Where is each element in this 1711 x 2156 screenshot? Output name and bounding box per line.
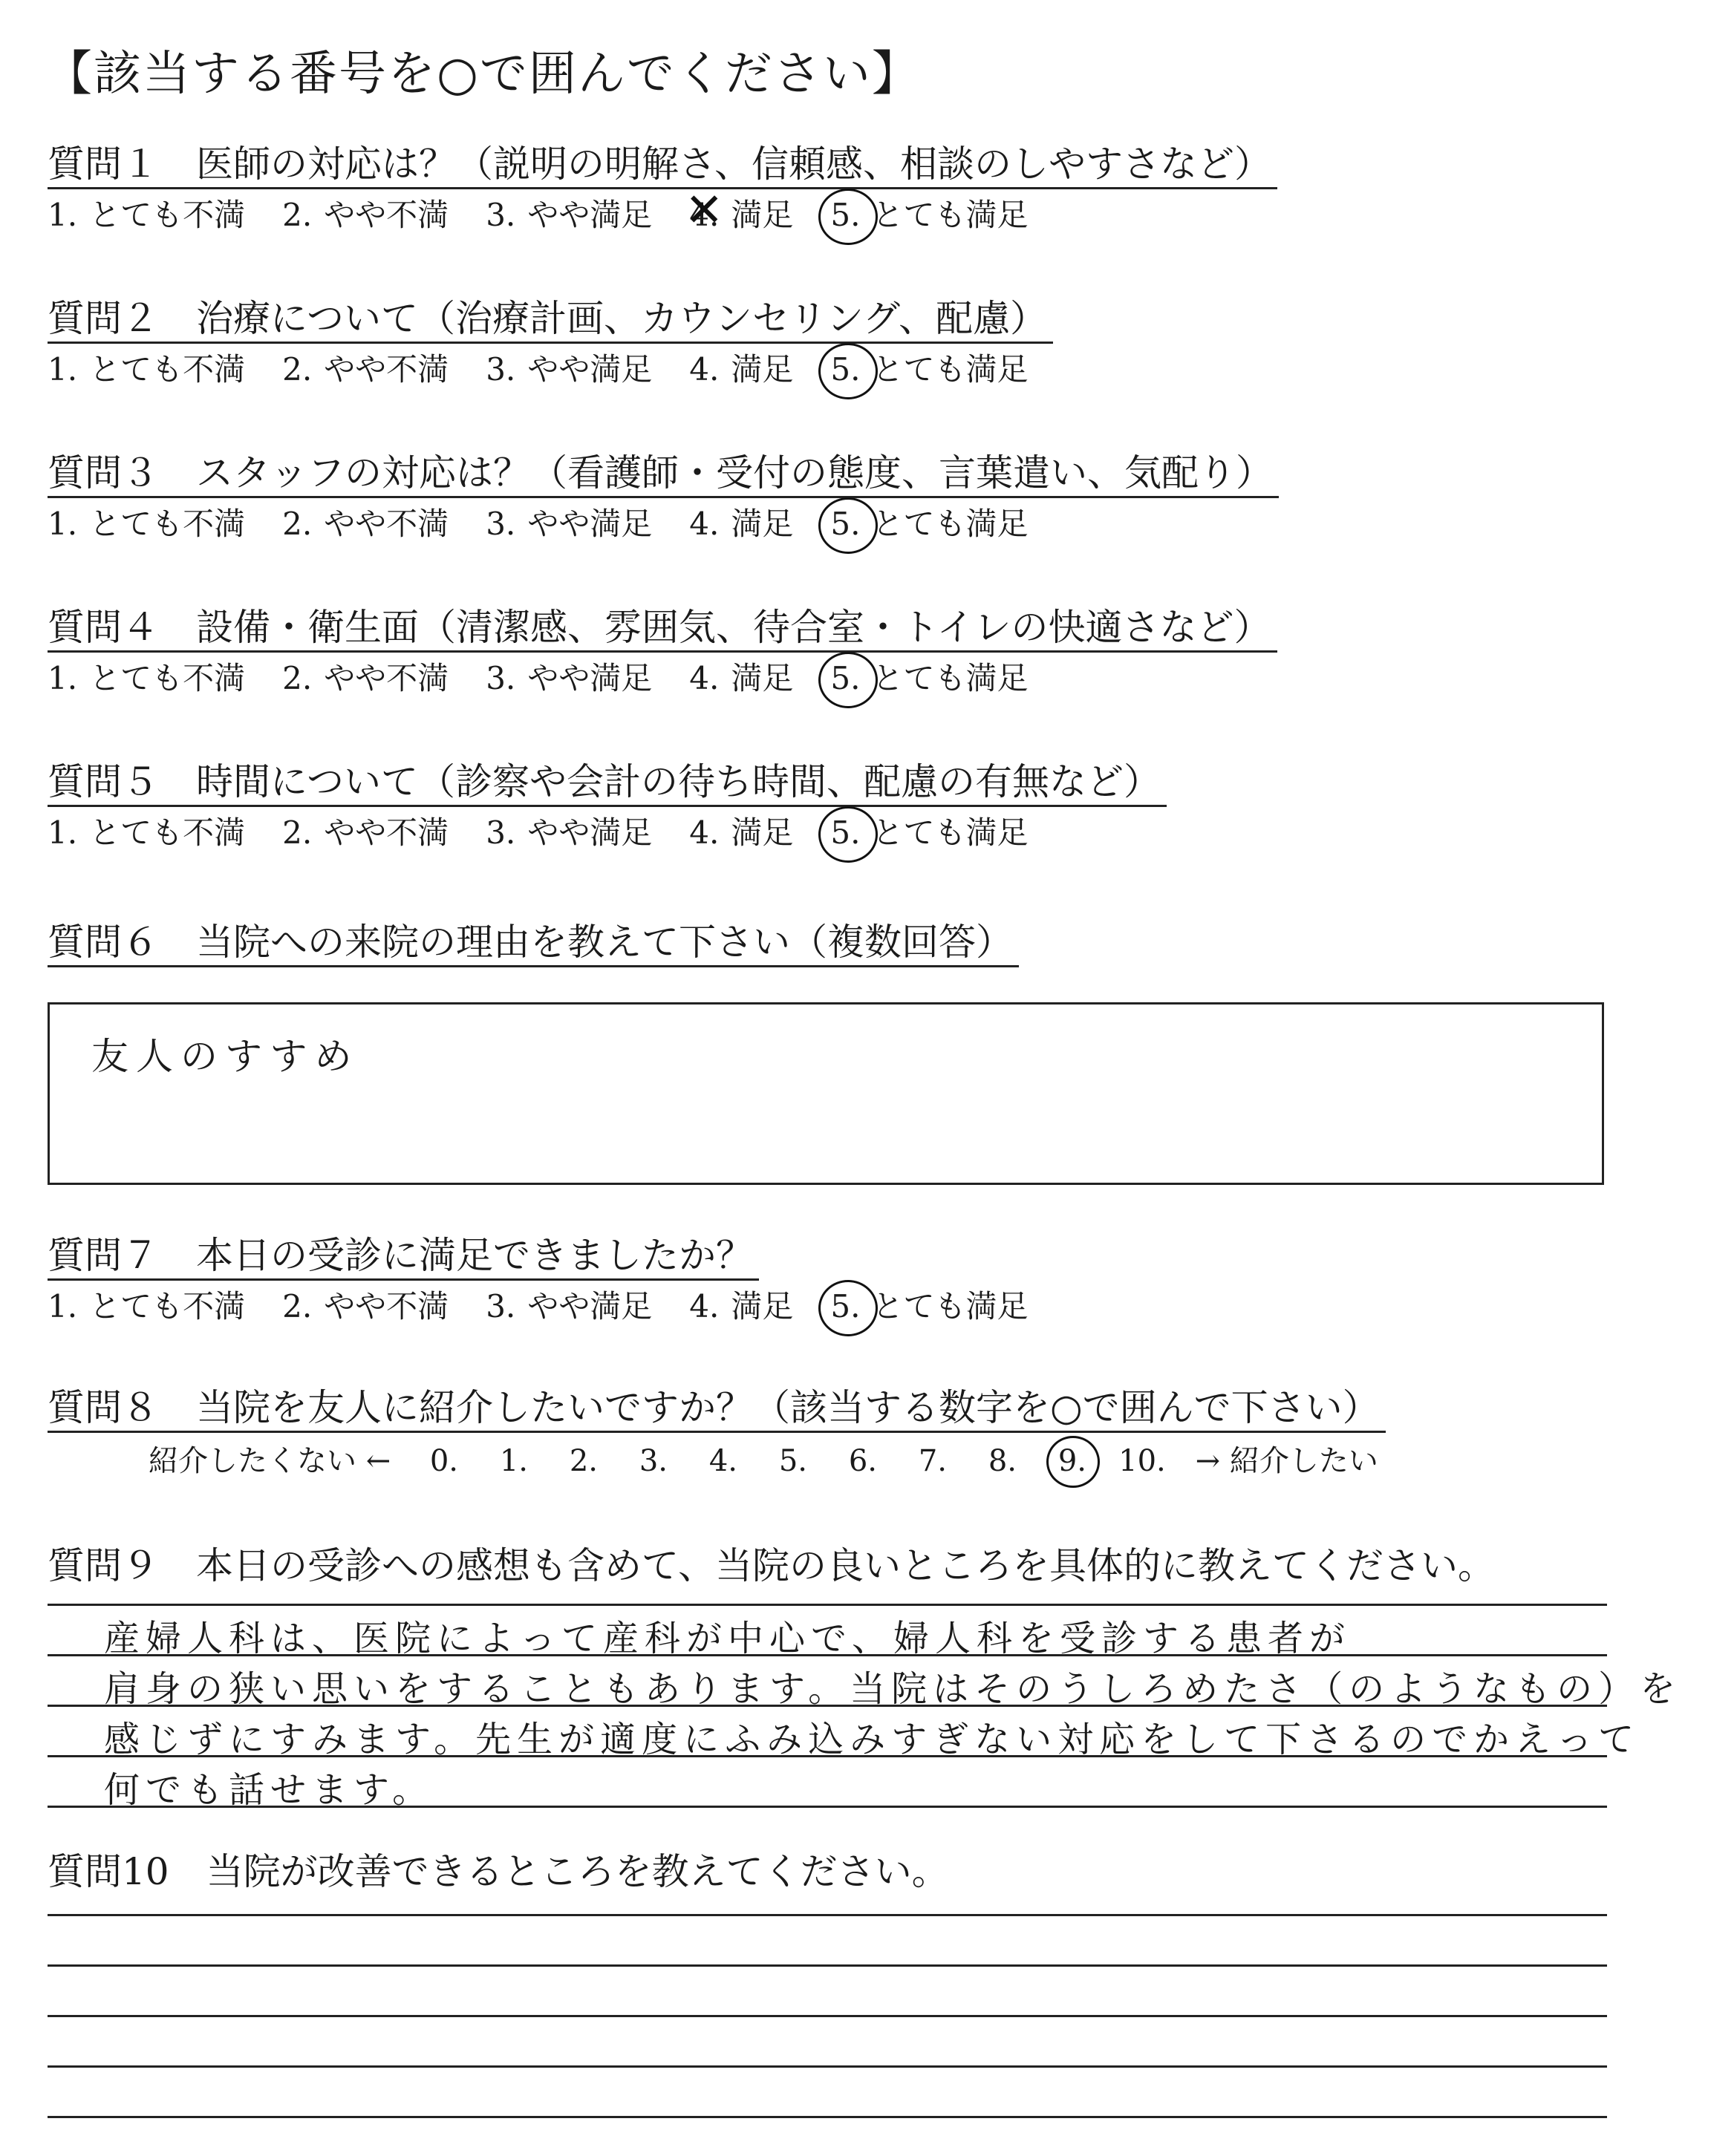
option-number: 4.	[689, 351, 720, 388]
instructions-header: 【該当する番号を○で囲んでください】	[45, 47, 921, 102]
option-label: とても満足	[872, 660, 1029, 696]
option-number: 3.	[486, 351, 516, 388]
option-label: やや不満	[324, 506, 449, 542]
scale-option-10[interactable]: 10.	[1118, 1444, 1166, 1478]
scale-option-7[interactable]: 7.	[918, 1444, 948, 1478]
option-2[interactable]	[282, 349, 449, 391]
option-label: とても不満	[89, 1288, 246, 1324]
option-2[interactable]	[282, 503, 449, 545]
scale-option-8[interactable]: 8.	[988, 1444, 1017, 1478]
question-3	[48, 450, 1279, 498]
option-3[interactable]	[486, 1286, 652, 1327]
option-number: 4.	[689, 1288, 720, 1324]
option-label: とても満足	[872, 814, 1029, 851]
ruled-line[interactable]	[48, 1964, 1607, 1967]
option-5[interactable]	[830, 503, 1028, 545]
option-3[interactable]	[486, 658, 652, 699]
option-5[interactable]	[830, 195, 1028, 236]
option-label: 満足	[731, 1288, 794, 1324]
question-text: スタッフの対応は？（看護師・受付の態度、言葉遣い、気配り）	[196, 451, 1273, 494]
option-1[interactable]	[48, 1286, 245, 1327]
q7-options	[48, 1286, 1065, 1327]
scale-option-4[interactable]: 4.	[708, 1444, 738, 1478]
scale-option-0[interactable]: 0.	[429, 1444, 459, 1478]
option-4[interactable]	[689, 1286, 793, 1327]
option-4[interactable]	[689, 195, 793, 236]
question-text: 設備・衛生面（清潔感、雰囲気、待合室・トイレの快適さなど）	[196, 606, 1271, 649]
option-number: 3.	[486, 660, 516, 696]
question-10	[48, 1849, 949, 1895]
option-label: とても不満	[89, 814, 246, 851]
ruled-line[interactable]	[48, 2065, 1607, 2068]
question-text: 治療について（治療計画、カウンセリング、配慮）	[196, 297, 1047, 340]
option-label: やや不満	[324, 351, 449, 388]
option-4[interactable]	[689, 503, 793, 545]
option-number: 3.	[486, 1288, 516, 1324]
question-text: 時間について（診察や会計の待ち時間、配慮の有無など）	[196, 760, 1161, 803]
q9-answer-line-3: 感じずにすみます。先生が適度にふみ込みすぎない対応をして下さるのでかえって	[104, 1719, 1640, 1760]
question-number: 質問８	[48, 1386, 159, 1429]
option-label: とても満足	[872, 1288, 1029, 1324]
question-number: 質問５	[48, 760, 159, 803]
scale-option-1[interactable]: 1.	[499, 1444, 529, 1478]
option-label: やや満足	[527, 1288, 653, 1324]
scale-option-9[interactable]: 9.	[1046, 1440, 1098, 1482]
q9-answer-line-4: 何でも話せます。	[104, 1769, 434, 1811]
question-number: 質問２	[48, 297, 159, 340]
option-label: やや満足	[527, 506, 653, 542]
option-number: 3.	[486, 506, 516, 542]
option-4[interactable]	[689, 349, 793, 391]
question-text: 本日の受診に満足できましたか？	[196, 1234, 753, 1277]
scale-right-label: → 紹介したい	[1195, 1444, 1378, 1478]
ruled-line[interactable]	[48, 1914, 1607, 1916]
question-8	[48, 1385, 1386, 1433]
option-label: とても満足	[872, 506, 1029, 542]
reason-answer-box[interactable]	[48, 1002, 1604, 1185]
option-number: 1.	[48, 351, 78, 388]
option-5[interactable]	[830, 349, 1028, 391]
option-label: とても不満	[89, 351, 246, 388]
option-number: 5.	[830, 506, 861, 542]
scale-option-6[interactable]: 6.	[848, 1444, 878, 1478]
scale-option-2[interactable]: 2.	[569, 1444, 599, 1478]
option-number: 4. ✕	[689, 197, 719, 233]
scale-option-5[interactable]: 5.	[778, 1444, 808, 1478]
option-number: 2.	[282, 660, 313, 696]
question-9	[48, 1543, 1495, 1589]
option-number: 5.	[830, 351, 861, 388]
option-3[interactable]	[486, 349, 652, 391]
option-number: 2.	[282, 814, 313, 851]
option-label: とても満足	[872, 197, 1029, 233]
q9-answer-line-2: 肩身の狭い思いをすることもあります。当院はそのうしろめたさ（のようなもの）を	[104, 1668, 1682, 1710]
scale-left-label: 紹介したくない ←	[149, 1444, 391, 1478]
q4-options	[48, 658, 1065, 699]
option-label: やや不満	[324, 660, 449, 696]
option-3[interactable]	[486, 195, 652, 236]
option-number: 2.	[282, 197, 313, 233]
option-number: 5.	[830, 1288, 861, 1324]
q2-options	[48, 349, 1065, 391]
option-label: 満足	[731, 506, 794, 542]
option-5[interactable]	[830, 1286, 1028, 1327]
ruled-line[interactable]	[48, 2015, 1607, 2017]
ruled-line	[48, 1604, 1607, 1606]
option-number: 4.	[689, 506, 720, 542]
option-5[interactable]	[830, 658, 1028, 699]
option-number: 3.	[486, 197, 516, 233]
option-2[interactable]	[282, 658, 449, 699]
question-7	[48, 1232, 759, 1281]
option-1[interactable]	[48, 658, 245, 699]
option-number: 5.	[830, 814, 861, 851]
option-number: 5.	[830, 660, 861, 696]
scale-option-3[interactable]: 3.	[639, 1444, 668, 1478]
option-number: 2.	[282, 1288, 313, 1324]
option-1[interactable]	[48, 195, 245, 236]
option-label: とても不満	[89, 506, 246, 542]
option-label: とても満足	[872, 351, 1029, 388]
question-2	[48, 295, 1053, 344]
question-text: 当院を友人に紹介したいですか？（該当する数字を○で囲んで下さい）	[196, 1386, 1380, 1429]
option-2[interactable]	[282, 812, 449, 854]
option-label: やや不満	[324, 197, 449, 233]
option-2[interactable]	[282, 1286, 449, 1327]
option-1[interactable]	[48, 812, 245, 854]
question-number: 質問３	[48, 451, 159, 494]
handwritten-answer: 友人のすすめ	[91, 1035, 359, 1078]
option-number: 1.	[48, 506, 78, 542]
option-label: 満足	[731, 814, 794, 851]
q3-options	[48, 503, 1065, 545]
question-text: 本日の受診への感想も含めて、当院の良いところを具体的に教えてください。	[196, 1544, 1495, 1587]
option-2[interactable]	[282, 195, 449, 236]
q1-options	[48, 195, 1065, 236]
question-number: 質問10	[48, 1850, 169, 1893]
option-label: 満足	[731, 351, 794, 388]
option-label: やや不満	[324, 814, 449, 851]
question-6	[48, 919, 1019, 967]
question-4	[48, 604, 1277, 653]
ruled-line[interactable]	[48, 2116, 1607, 2118]
option-number: 2.	[282, 506, 313, 542]
option-label: やや満足	[527, 660, 653, 696]
recommend-scale	[149, 1440, 1396, 1482]
option-label: やや不満	[324, 1288, 449, 1324]
option-number: 1.	[48, 1288, 78, 1324]
question-number: 質問１	[48, 143, 159, 186]
option-number: 4.	[689, 660, 720, 696]
q5-options	[48, 812, 1065, 854]
question-number: 質問７	[48, 1234, 159, 1277]
option-number: 3.	[486, 814, 516, 851]
option-label: やや満足	[527, 814, 653, 851]
option-3[interactable]	[486, 503, 652, 545]
question-5	[48, 759, 1167, 807]
option-label: とても不満	[89, 197, 246, 233]
option-label: やや満足	[527, 197, 653, 233]
option-number: 1.	[48, 660, 78, 696]
question-text: 医師の対応は？（説明の明解さ、信頼感、相談のしやすさなど）	[196, 143, 1271, 186]
question-number: 質問９	[48, 1544, 159, 1587]
option-number: 1.	[48, 197, 78, 233]
option-label: 満足	[731, 197, 794, 233]
question-text: 当院が改善できるところを教えてください。	[206, 1850, 949, 1893]
option-3[interactable]	[486, 812, 652, 854]
option-number: 1.	[48, 814, 78, 851]
option-1[interactable]	[48, 503, 245, 545]
option-5[interactable]	[830, 812, 1028, 854]
option-label: やや満足	[527, 351, 653, 388]
option-number: 5.	[830, 197, 861, 233]
option-label: とても不満	[89, 660, 246, 696]
option-number: 4.	[689, 814, 720, 851]
option-1[interactable]	[48, 349, 245, 391]
option-label: 満足	[731, 660, 794, 696]
option-number: 2.	[282, 351, 313, 388]
q9-answer-line-1: 産婦人科は、医院によって産科が中心で、婦人科を受診する患者が	[104, 1618, 1352, 1659]
question-text: 当院への来院の理由を教えて下さい（複数回答）	[196, 921, 1013, 964]
option-4[interactable]	[689, 812, 793, 854]
question-1	[48, 141, 1277, 189]
question-number: 質問４	[48, 606, 159, 649]
option-4[interactable]	[689, 658, 793, 699]
question-number: 質問６	[48, 921, 159, 964]
